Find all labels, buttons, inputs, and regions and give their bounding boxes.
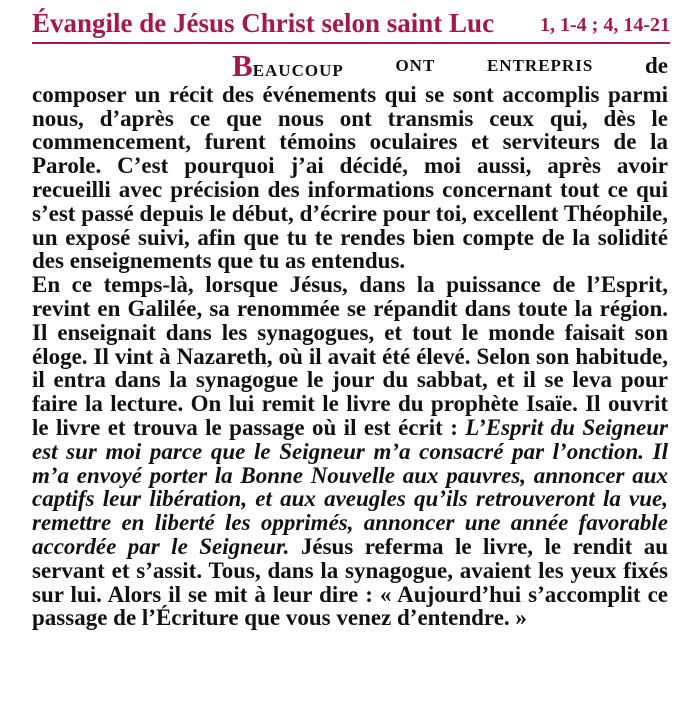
- drop-cap: B: [232, 48, 253, 83]
- narrative-text: En ce temps-là, lorsque Jésus, dans la puissance de l’Esprit, revint en Galilée, sa renommée se répandit dans toute la région. Il enseignait dans les synagogues, et tout le monde faisait son éloge. Il vint à Nazareth, où il avait été élevé. Selon son habitude, il entra dans la synagogue le jour du sabbat, et il se leva pour faire la lecture. On lui remit le livre du prophète Isaïe. Il ouvrit le livre et trouva le passage où il est écrit :: [32, 272, 668, 440]
- narrative-text-end: Jésus referma le livre, le rendit au servant et s’assit. Tous, dans la synagogue, avaient les yeux fixés sur lui. Alors il se mit à leur dire : « Aujourd’hui s’accomplit ce passage de l’Écriture que vous venez d’entendre. »: [32, 533, 669, 631]
- small-caps-word: ENTREPRIS: [486, 56, 594, 75]
- scripture-reference: 1, 1-4 ; 4, 14-21: [540, 14, 670, 36]
- reading-body: [32, 48, 669, 631]
- paragraph-prologue: [32, 48, 668, 274]
- opening-line-word: de: [644, 53, 668, 78]
- header-divider: [32, 42, 670, 44]
- paragraph-nazareth: [32, 273, 668, 630]
- reading-header: [32, 4, 670, 40]
- small-caps-word: EAUCOUP: [252, 61, 344, 80]
- small-caps-word: ONT: [395, 56, 436, 75]
- gospel-title: Évangile de Jésus Christ selon saint Luc: [32, 8, 495, 38]
- opening-line: [32, 48, 668, 83]
- isaiah-quote: L’Esprit du Seigneur est sur moi parce que le Seigneur m’a consacré par l’onction. Il m’a envoyé porter la Bonne Nouvelle aux pauvres, annoncer aux captifs leur libération, et aux aveugles qu’ils retrouveront la vue, remettre en liberté les opprimés, annoncer une année favorable accordée par le Seigneur.: [32, 414, 669, 559]
- prologue-text: composer un récit des événements qui se sont accomplis parmi nous, d’après ce que nous ont transmis ceux qui, dès le commencement, furent témoins oculaires et serviteurs de la Parole. C’est pourquoi j’ai décidé, moi aussi, après avoir recueilli avec précision des informations concernant tout ce qui s’est passé depuis le début, d’écrire pour toi, excellent Théophile, un exposé suivi, afin que tu te rendes bien compte de la solidité des enseignements que tu as entendus.: [32, 81, 668, 274]
- opening-word: [232, 48, 344, 83]
